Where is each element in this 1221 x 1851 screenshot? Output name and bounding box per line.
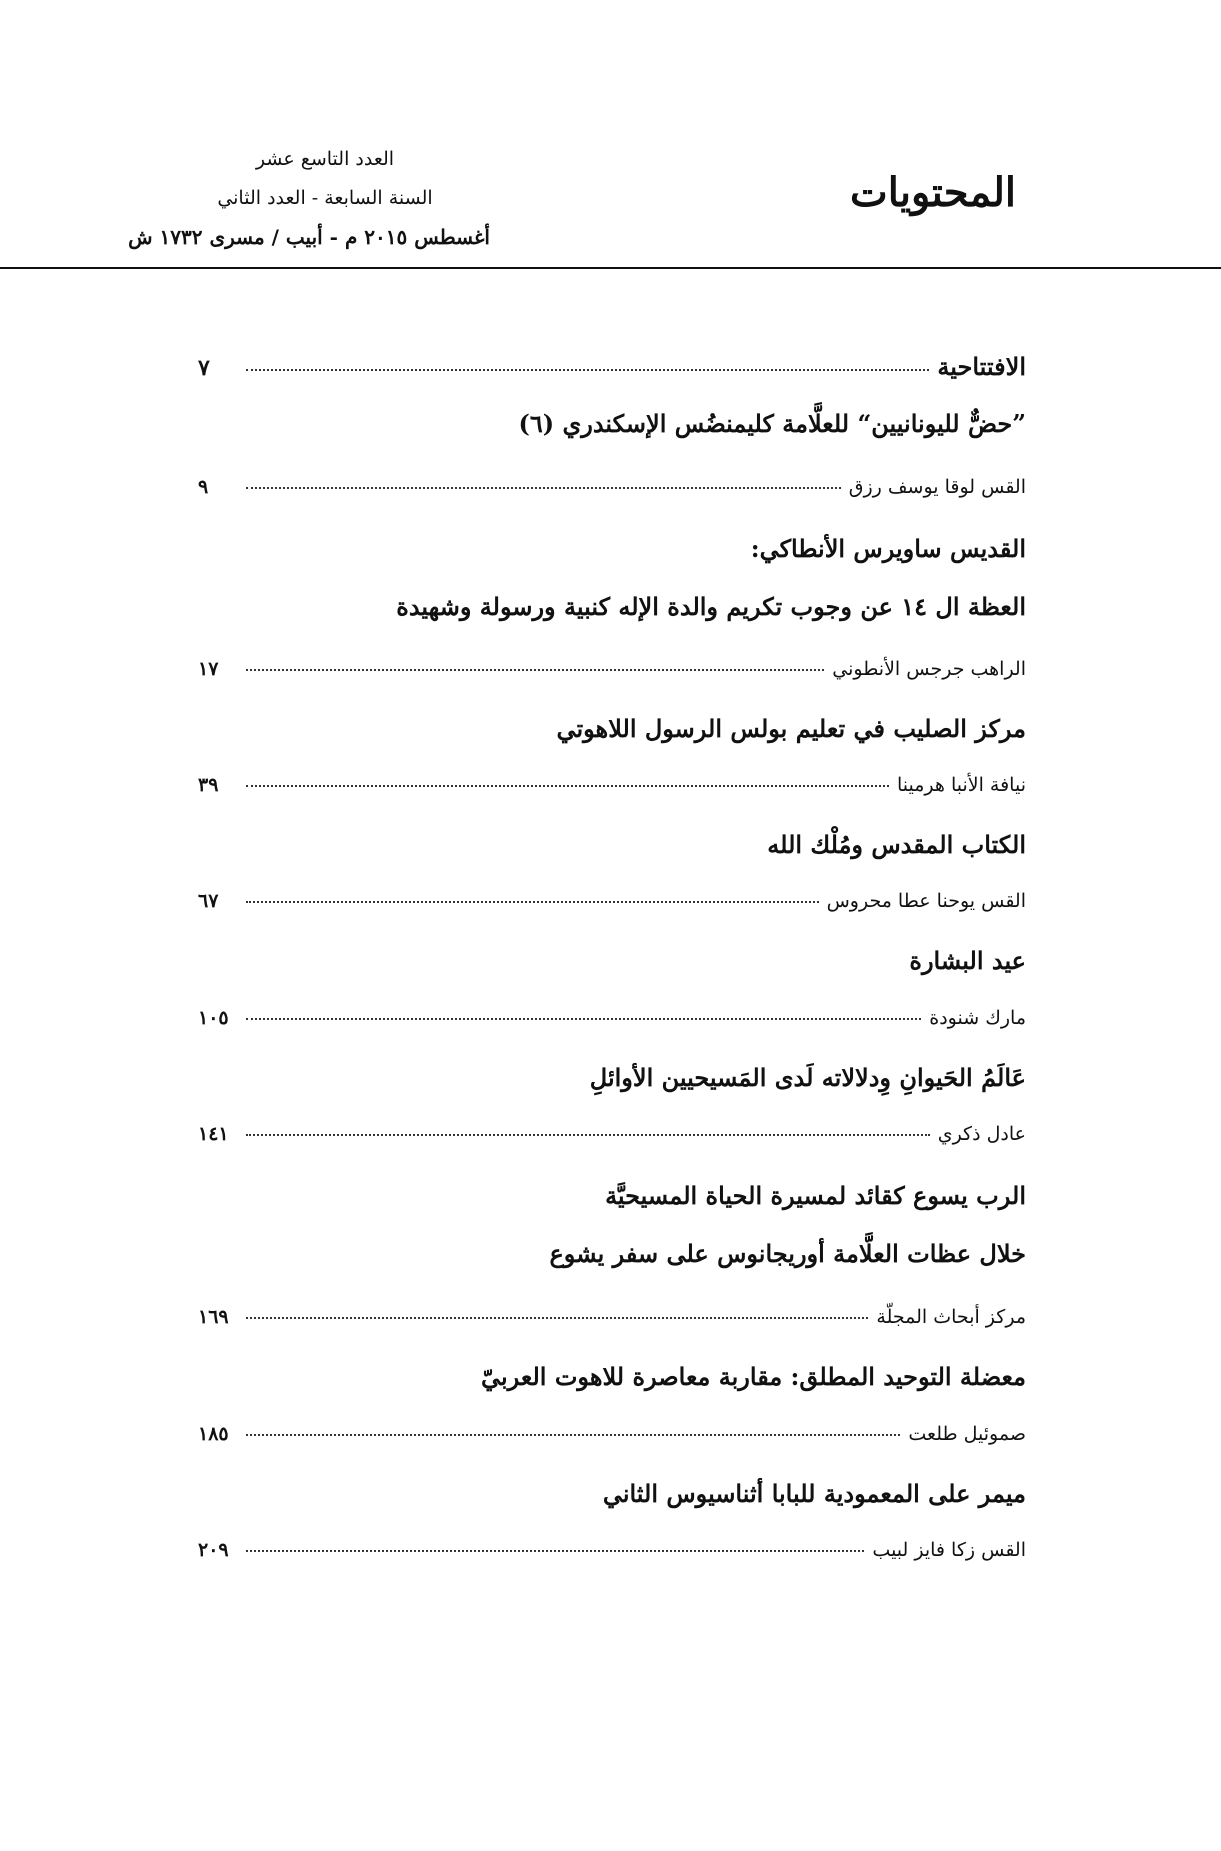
dot-leader <box>246 1018 921 1020</box>
toc-entry-title[interactable] <box>198 409 1026 438</box>
toc-entry-text: ”حضٌّ لليونانيين“ للعلَّامة كليمنضُس الإسكندري (٦) <box>518 409 1026 438</box>
toc-entry-author[interactable] <box>198 774 1026 796</box>
toc-entry-title[interactable] <box>198 830 1026 859</box>
issue-date: أغسطس ٢٠١٥ م - أبيب / مسرى ١٧٣٢ ش <box>128 225 490 249</box>
dot-leader <box>246 1134 930 1136</box>
toc-entry-author[interactable] <box>198 1423 1026 1445</box>
toc-entry-text: ميمر على المعمودية للبابا أثناسيوس الثاني <box>602 1479 1026 1508</box>
toc-entry-text: عادل ذكري <box>937 1123 1026 1145</box>
toc-entry-author[interactable] <box>198 476 1026 498</box>
toc-page-number: ١٤١ <box>198 1123 229 1145</box>
dot-leader <box>246 1317 868 1319</box>
toc-entry-author[interactable] <box>198 890 1026 912</box>
issue-number: العدد التاسع عشر <box>255 148 395 170</box>
issue-info <box>128 140 490 257</box>
toc-entry-text: عيد البشارة <box>909 946 1026 975</box>
toc-page-number: ٩ <box>198 476 209 498</box>
toc-entry-title[interactable] <box>198 714 1026 743</box>
toc-entry-text: صموئيل طلعت <box>908 1423 1026 1445</box>
toc-page-number: ٣٩ <box>198 774 219 796</box>
dot-leader <box>246 369 929 371</box>
dot-leader <box>246 487 841 489</box>
toc-entry-text: القديس ساويرس الأنطاكي: <box>750 534 1026 563</box>
toc-entry-text: القس لوقا يوسف رزق <box>848 476 1026 498</box>
toc-entry-text: القس يوحنا عطا محروس <box>826 890 1026 912</box>
toc-entry-text: عَالَمُ الحَيوانِ وِدلالاته لَدى المَسيحيين الأوائلِ <box>589 1063 1026 1092</box>
toc-entry-text: الافتتاحية <box>937 352 1026 381</box>
toc-entry-title[interactable] <box>198 352 1026 381</box>
toc-entry-title[interactable] <box>198 1362 1026 1391</box>
toc-entry-text: نيافة الأنبا هرمينا <box>896 774 1026 796</box>
toc-entry-text: الكتاب المقدس ومُلْك الله <box>767 830 1026 859</box>
toc-entry-author[interactable] <box>198 1007 1026 1029</box>
year-issue: السنة السابعة - العدد الثاني <box>217 187 433 209</box>
toc-entry-title[interactable] <box>198 592 1026 621</box>
header-divider <box>0 267 1221 269</box>
dot-leader <box>246 669 824 671</box>
toc-entry-text: خلال عظات العلَّامة أوريجانوس على سفر يشوع <box>549 1239 1026 1268</box>
toc-entry-author[interactable] <box>198 1306 1026 1328</box>
toc-entry-title[interactable] <box>198 1479 1026 1508</box>
page-title: المحتويات <box>850 169 1016 216</box>
toc-page-number: ٧ <box>198 355 210 381</box>
toc-entry-author[interactable] <box>198 1539 1026 1561</box>
dot-leader <box>246 901 819 903</box>
toc-entry-text: الراهب جرجس الأنطوني <box>832 658 1026 680</box>
dot-leader <box>246 785 889 787</box>
toc-page-number: ١٦٩ <box>198 1306 229 1328</box>
toc-entry-title[interactable] <box>198 1181 1026 1210</box>
toc-entry-author[interactable] <box>198 1123 1026 1145</box>
toc-page-number: ٢٠٩ <box>198 1539 229 1561</box>
toc-entry-text: القس زكا فايز لبيب <box>872 1539 1026 1561</box>
toc-entry-title[interactable] <box>198 534 1026 563</box>
toc-entry-title[interactable] <box>198 946 1026 975</box>
toc-entry-text: مركز الصليب في تعليم بولس الرسول اللاهوتي <box>556 714 1026 743</box>
toc-entry-title[interactable] <box>198 1239 1026 1268</box>
dot-leader <box>246 1434 900 1436</box>
toc-entry-text: الرب يسوع كقائد لمسيرة الحياة المسيحيَّة <box>605 1181 1026 1210</box>
toc-entry-text: مارك شنودة <box>929 1007 1026 1029</box>
toc-page-number: ١٨٥ <box>198 1423 229 1445</box>
toc-entry-author[interactable] <box>198 658 1026 680</box>
toc-page-number: ٦٧ <box>198 890 219 912</box>
dot-leader <box>246 1550 864 1552</box>
toc-entry-text: مركز أبحاث المجلّة <box>876 1306 1026 1328</box>
toc-entry-text: العظة ال ١٤ عن وجوب تكريم والدة الإله كنبية ورسولة وشهيدة <box>396 592 1026 621</box>
toc-entry-text: معضلة التوحيد المطلق: مقاربة معاصرة للاهوت العربيّ <box>480 1362 1026 1391</box>
toc-page-number: ١٠٥ <box>198 1007 229 1029</box>
toc-entry-title[interactable] <box>198 1063 1026 1092</box>
toc-page-number: ١٧ <box>198 658 219 680</box>
